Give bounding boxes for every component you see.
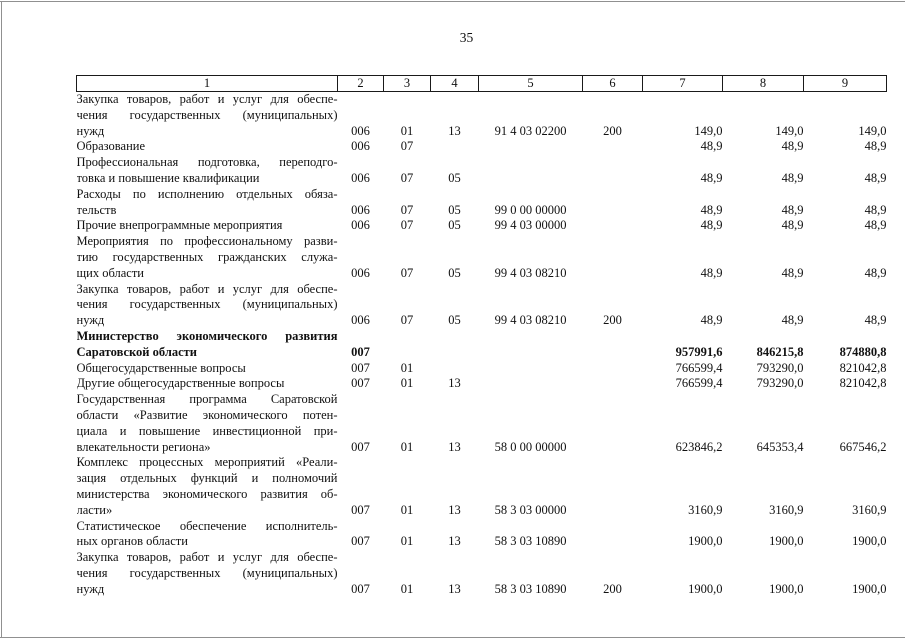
cell-col7: 48,9 (700, 313, 723, 328)
cell-col7: 48,9 (700, 170, 723, 185)
cell-col3: 01 (400, 439, 414, 454)
table-row (77, 392, 887, 455)
cell-col8: 846215,8 (756, 344, 804, 359)
row-label-line: циала и повышение инвестиционной при- (76, 423, 338, 438)
cell-col4: 13 (448, 581, 461, 596)
row-label-line: нужд (76, 581, 105, 596)
cell-col4: 13 (448, 123, 461, 138)
row-label-line: щих области (76, 265, 144, 280)
row-label-line: Комплекс процессных мероприятий «Реали- (76, 455, 338, 470)
row-label-line: Мероприятия по профессиональному разви- (76, 234, 338, 249)
cell-col6 (583, 519, 643, 551)
table-row (77, 455, 887, 518)
cell-col6 (583, 455, 643, 518)
cell-col8: 48,9 (781, 218, 804, 233)
cell-col4: 05 (448, 265, 461, 280)
cell-col9: 821042,8 (839, 376, 887, 391)
table-row (77, 218, 887, 234)
column-header-8: 8 (723, 76, 804, 92)
cell-col9: 48,9 (864, 202, 887, 217)
row-label-line: Саратовской области (76, 344, 197, 359)
cell-col6: 200 (603, 123, 622, 138)
cell-col2: 007 (351, 502, 370, 517)
cell-col9: 48,9 (864, 265, 887, 280)
table-row (77, 139, 887, 155)
row-label-line: области «Развитие экономического потен- (76, 407, 338, 422)
cell-col8: 48,9 (781, 202, 804, 217)
cell-col9: 48,9 (864, 170, 887, 185)
row-label-line: товка и повышение квалификации (76, 170, 260, 185)
cell-col3: 01 (400, 123, 414, 138)
cell-col9: 821042,8 (839, 360, 887, 375)
cell-col2: 006 (351, 313, 370, 328)
cell-col7: 1900,0 (688, 534, 723, 549)
cell-col3: 01 (400, 581, 414, 596)
cell-col8: 1900,0 (769, 534, 804, 549)
page-border-left (1, 1, 2, 638)
row-label-line: Государственная программа Саратовской (76, 392, 338, 407)
cell-col2: 006 (351, 123, 370, 138)
column-header-2: 2 (338, 76, 384, 92)
cell-col2: 007 (351, 360, 370, 375)
cell-col9: 48,9 (864, 218, 887, 233)
column-header-5: 5 (479, 76, 583, 92)
table-header (77, 76, 887, 92)
cell-col9: 874880,8 (839, 344, 887, 359)
cell-col7: 623846,2 (675, 439, 723, 454)
cell-col2: 006 (351, 139, 370, 154)
row-label (77, 550, 338, 597)
cell-col5 (479, 155, 583, 187)
table-row (77, 155, 887, 187)
cell-col7: 48,9 (700, 218, 723, 233)
cell-col5: 99 4 03 08210 (494, 313, 567, 328)
row-label (77, 519, 338, 551)
cell-col3: 07 (400, 265, 414, 280)
cell-col4: 13 (448, 376, 461, 391)
cell-col5 (479, 361, 583, 377)
cell-col2: 007 (351, 344, 370, 359)
cell-col5 (479, 329, 583, 361)
column-header-7: 7 (643, 76, 723, 92)
cell-col7: 48,9 (700, 265, 723, 280)
row-label (77, 218, 338, 234)
cell-col9: 667546,2 (839, 439, 887, 454)
page-number: 35 (459, 30, 474, 45)
budget-table (76, 75, 887, 598)
cell-col5: 58 3 03 10890 (494, 534, 567, 549)
cell-col7: 766599,4 (675, 360, 723, 375)
row-label-line: тельств (76, 202, 117, 217)
cell-col4: 05 (448, 202, 461, 217)
cell-col9: 48,9 (864, 313, 887, 328)
column-header-4: 4 (431, 76, 479, 92)
table-row (77, 550, 887, 597)
row-label-line: чения государственных (муниципальных) (76, 297, 338, 312)
row-label-line: ных органов области (76, 534, 188, 549)
row-label (77, 234, 338, 281)
cell-col7: 48,9 (700, 139, 723, 154)
cell-col2: 007 (351, 581, 370, 596)
row-label (77, 361, 338, 377)
cell-col7: 957991,6 (675, 344, 723, 359)
table-row (77, 92, 887, 140)
row-label-line: Другие общегосударственные вопросы (76, 376, 285, 391)
cell-col9: 1900,0 (852, 534, 887, 549)
cell-col3: 07 (400, 170, 414, 185)
cell-col8: 793290,0 (756, 376, 804, 391)
row-label-line: Прочие внепрограммные мероприятия (76, 218, 283, 233)
row-label (77, 187, 338, 219)
cell-col5: 58 0 00 00000 (494, 439, 567, 454)
cell-col6 (583, 155, 643, 187)
row-label (77, 329, 338, 361)
cell-col6 (583, 234, 643, 281)
cell-col5: 99 4 03 00000 (494, 218, 567, 233)
cell-col8: 48,9 (781, 313, 804, 328)
cell-col5 (479, 376, 583, 392)
row-label (77, 376, 338, 392)
cell-col4: 13 (448, 502, 461, 517)
cell-col5: 91 4 03 02200 (494, 123, 567, 138)
cell-col5: 58 3 03 10890 (494, 581, 567, 596)
cell-col7: 766599,4 (675, 376, 723, 391)
cell-col2: 006 (351, 265, 370, 280)
table-row (77, 234, 887, 281)
cell-col8: 48,9 (781, 170, 804, 185)
cell-col8: 48,9 (781, 139, 804, 154)
page-border-top (0, 1, 905, 2)
cell-col4 (431, 139, 479, 155)
cell-col6 (583, 392, 643, 455)
row-label (77, 92, 338, 140)
cell-col6: 200 (603, 313, 622, 328)
row-label-line: чения государственных (муниципальных) (76, 107, 338, 122)
cell-col3: 01 (400, 502, 414, 517)
cell-col8: 149,0 (775, 123, 804, 138)
column-header-3: 3 (384, 76, 431, 92)
row-label (77, 392, 338, 455)
cell-col4: 05 (448, 170, 461, 185)
row-label (77, 282, 338, 329)
cell-col3: 01 (400, 376, 414, 391)
cell-col6 (583, 187, 643, 219)
row-label-line: тию государственных гражданских служа- (76, 249, 338, 264)
table-row (77, 187, 887, 219)
cell-col8: 1900,0 (769, 581, 804, 596)
row-label-line: министерства экономического развития об- (76, 486, 338, 501)
cell-col4: 13 (448, 439, 461, 454)
cell-col7: 149,0 (694, 123, 723, 138)
row-label-line: Образование (76, 139, 146, 154)
cell-col9: 3160,9 (852, 502, 887, 517)
table-row (77, 361, 887, 377)
cell-col5 (479, 139, 583, 155)
cell-col9: 1900,0 (852, 581, 887, 596)
row-label-line: зация отдельных функций и полномочий (76, 471, 338, 486)
cell-col7: 3160,9 (688, 502, 723, 517)
cell-col4: 05 (448, 218, 461, 233)
row-label-line: Расходы по исполнению отдельных обяза- (76, 186, 338, 201)
row-label-line: нужд (76, 313, 105, 328)
cell-col5: 99 4 03 08210 (494, 265, 567, 280)
row-label-line: чения государственных (муниципальных) (76, 565, 338, 580)
row-label-line: ласти» (76, 502, 113, 517)
row-label-line: Министерство экономического развития (76, 328, 338, 343)
cell-col8: 645353,4 (756, 439, 804, 454)
cell-col2: 006 (351, 202, 370, 217)
table-body (77, 92, 887, 598)
cell-col4 (431, 329, 479, 361)
cell-col9: 48,9 (864, 139, 887, 154)
row-label-line: Закупка товаров, работ и услуг для обеспе- (76, 92, 338, 106)
cell-col6 (583, 139, 643, 155)
column-header-9: 9 (804, 76, 887, 92)
column-header-1: 1 (77, 76, 338, 92)
cell-col5: 58 3 03 00000 (494, 502, 567, 517)
table-row (77, 519, 887, 551)
row-label-line: Статистическое обеспечение исполнитель- (76, 518, 338, 533)
row-label-line: Закупка товаров, работ и услуг для обеспе- (76, 281, 338, 296)
cell-col3: 07 (400, 202, 414, 217)
row-label (77, 155, 338, 187)
cell-col3 (384, 329, 431, 361)
cell-col4: 13 (448, 534, 461, 549)
cell-col9: 149,0 (858, 123, 887, 138)
cell-col3: 01 (400, 534, 414, 549)
table-header-row (77, 76, 887, 92)
row-label (77, 455, 338, 518)
row-label-line: Общегосударственные вопросы (76, 360, 246, 375)
row-label-line: Закупка товаров, работ и услуг для обеспе- (76, 550, 338, 565)
table-row (77, 282, 887, 329)
cell-col7: 1900,0 (688, 581, 723, 596)
cell-col2: 007 (351, 534, 370, 549)
cell-col2: 006 (351, 170, 370, 185)
cell-col6 (583, 218, 643, 234)
cell-col8: 3160,9 (769, 502, 804, 517)
cell-col6 (583, 329, 643, 361)
cell-col4 (431, 361, 479, 377)
page-border-bottom (0, 637, 905, 638)
table-row (77, 329, 887, 361)
cell-col3: 01 (400, 360, 414, 375)
cell-col8: 793290,0 (756, 360, 804, 375)
row-label-line: Профессиональная подготовка, переподго- (76, 155, 338, 170)
row-label-line: влекательности региона» (76, 439, 211, 454)
cell-col4: 05 (448, 313, 461, 328)
table-row (77, 376, 887, 392)
cell-col8: 48,9 (781, 265, 804, 280)
cell-col3: 07 (400, 139, 414, 154)
column-header-6: 6 (583, 76, 643, 92)
cell-col6 (583, 361, 643, 377)
cell-col6: 200 (603, 581, 622, 596)
cell-col3: 07 (400, 218, 414, 233)
row-label-line: нужд (76, 123, 105, 138)
cell-col5: 99 0 00 00000 (494, 202, 567, 217)
cell-col2: 007 (351, 376, 370, 391)
cell-col6 (583, 376, 643, 392)
cell-col3: 07 (400, 313, 414, 328)
cell-col2: 006 (351, 218, 370, 233)
row-label (77, 139, 338, 155)
cell-col7: 48,9 (700, 202, 723, 217)
cell-col2: 007 (351, 439, 370, 454)
